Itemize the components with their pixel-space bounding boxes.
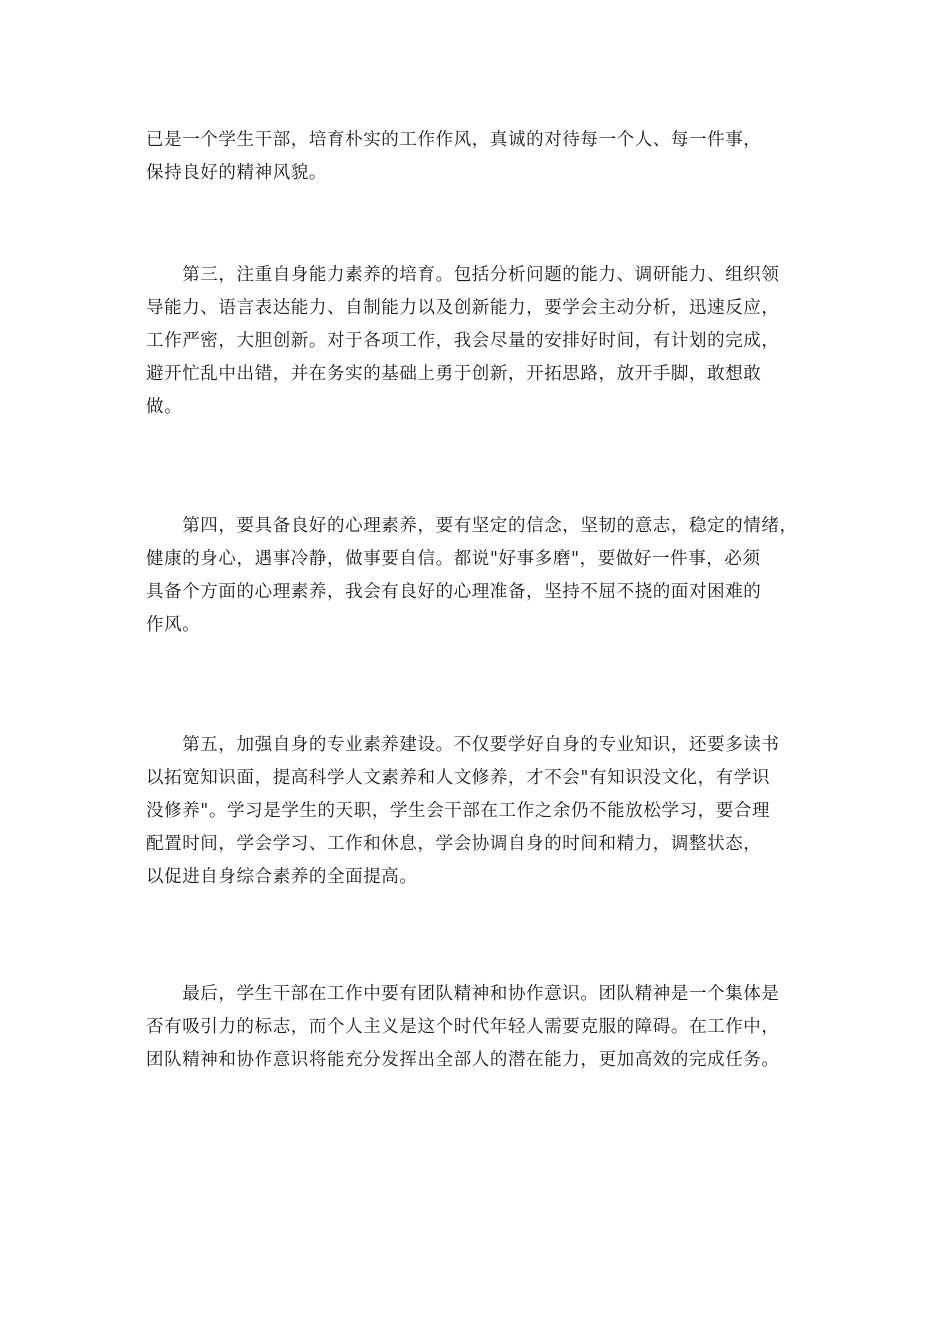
paragraph-line: 第五，加强自身的专业素养建设。不仅要学好自身的专业知识，还要多读书 — [146, 735, 780, 755]
paragraph-line: 否有吸引力的标志，而个人主义是这个时代年轻人需要克服的障碍。在工作中， — [146, 1017, 780, 1037]
paragraph-fifth — [146, 729, 846, 894]
paragraph-third — [146, 259, 846, 424]
paragraph-line: 没修养"。学习是学生的天职，学生会干部在工作之余仍不能放松学习，要合理 — [146, 801, 771, 821]
paragraph-line: 导能力、语言表达能力、自制能力以及创新能力，要学会主动分析，迅速反应， — [146, 298, 780, 318]
paragraph-line: 具备个方面的心理素养，我会有良好的心理准备，坚持不屈不挠的面对困难的 — [146, 582, 762, 602]
paragraph-line: 健康的身心，遇事冷静，做事要自信。都说"好事多磨"，要做好一件事，必须 — [146, 549, 761, 569]
paragraph-continuation — [146, 124, 846, 190]
paragraph-line: 第四，要具备良好的心理素养，要有坚定的信念，坚韧的意志，稳定的情绪， — [146, 516, 798, 536]
paragraph-line: 以拓宽知识面，提高科学人文素养和人文修养，才不会"有知识没文化，有学识 — [146, 768, 771, 788]
paragraph-line: 已是一个学生干部，培育朴实的工作作风，真诚的对待每一个人、每一件事， — [146, 130, 762, 150]
paragraph-line: 作风。 — [146, 615, 201, 635]
paragraph-line: 避开忙乱中出错，并在务实的基础上勇于创新，开拓思路，放开手脚，敢想敢 — [146, 364, 762, 384]
paragraph-line: 团队精神和协作意识将能充分发挥出全部人的潜在能力，更加高效的完成任务。 — [146, 1050, 780, 1070]
paragraph-line: 保持良好的精神风貌。 — [146, 163, 327, 183]
paragraph-line: 工作严密，大胆创新。对于各项工作，我会尽量的安排好时间，有计划的完成， — [146, 331, 780, 351]
paragraph-line: 第三，注重自身能力素养的培育。包括分析问题的能力、调研能力、组织领 — [146, 265, 780, 285]
paragraph-line: 配置时间，学会学习、工作和休息，学会协调自身的时间和精力，调整状态， — [146, 834, 762, 854]
paragraph-line: 最后，学生干部在工作中要有团队精神和协作意识。团队精神是一个集体是 — [146, 984, 780, 1004]
paragraph-line: 以促进自身综合素养的全面提高。 — [146, 867, 418, 887]
paragraph-fourth — [146, 510, 846, 642]
paragraph-line: 做。 — [146, 397, 183, 417]
paragraph-final — [146, 978, 846, 1077]
